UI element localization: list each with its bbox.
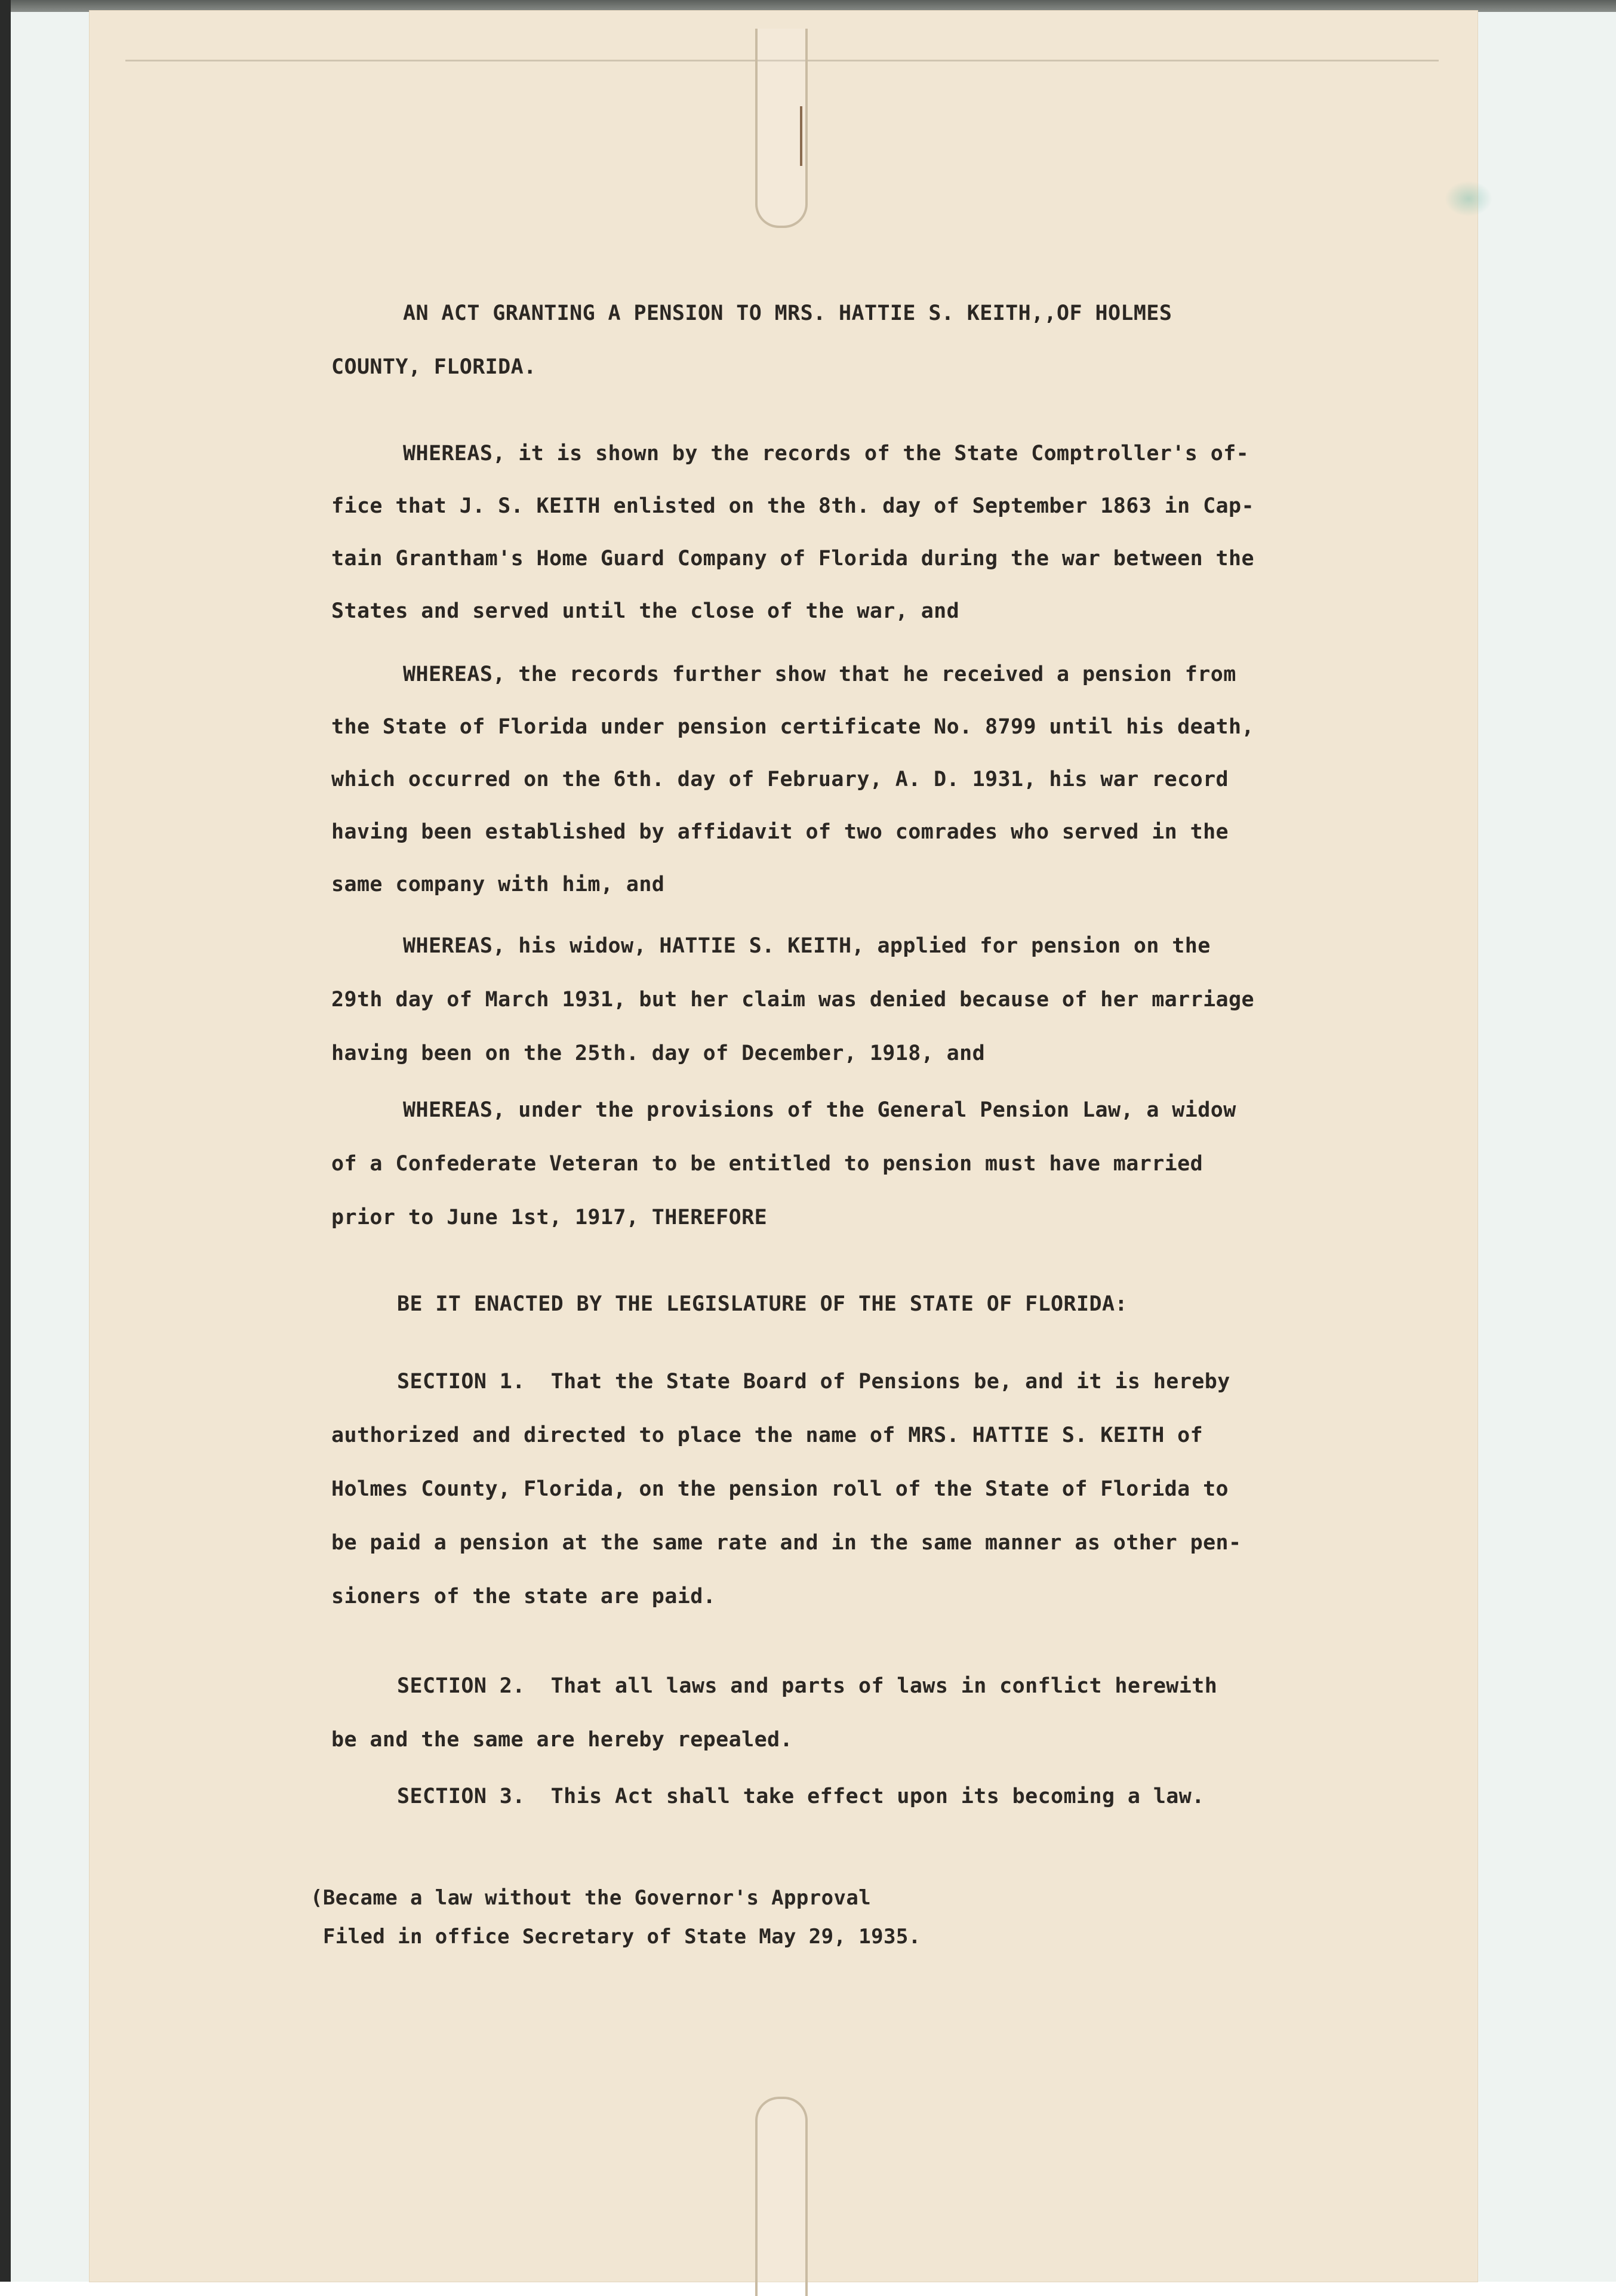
whereas-1-line-3: tain Grantham's Home Guard Company of Florida during the war between the [331, 547, 1254, 571]
section-1-line-3: Holmes County, Florida, on the pension roll of the State of Florida to [331, 1477, 1229, 1501]
act-title-line-2: COUNTY, FLORIDA. [331, 355, 537, 379]
whereas-4-line-3: prior to June 1st, 1917, THEREFORE [331, 1206, 768, 1229]
ink-smudge [1445, 181, 1492, 217]
whereas-2-line-1: WHEREAS, the records further show that he received a pension from [403, 662, 1236, 686]
whereas-4-line-2: of a Confederate Veteran to be entitled to pension must have married [331, 1152, 1203, 1176]
note-line-1: (Became a law without the Governor's Approval [310, 1886, 872, 1910]
staple-mark-bottom [755, 2097, 808, 2296]
whereas-1-line-4: States and served until the close of the war, and [331, 599, 960, 623]
tear-mark [800, 106, 802, 166]
section-1-line-2: authorized and directed to place the name of MRS. HATTIE S. KEITH of [331, 1423, 1203, 1447]
section-1-line-5: sioners of the state are paid. [331, 1585, 716, 1608]
whereas-3-line-3: having been on the 25th. day of December, 1918, and [331, 1041, 986, 1065]
scan-left-edge [0, 0, 11, 2282]
enacting-clause: BE IT ENACTED BY THE LEGISLATURE OF THE STATE OF FLORIDA: [397, 1292, 1128, 1316]
whereas-2-line-3: which occurred on the 6th. day of February, A. D. 1931, his war record [331, 768, 1229, 791]
scan-top-edge [11, 0, 1616, 12]
whereas-3-line-2: 29th day of March 1931, but her claim was denied because of her marriage [331, 988, 1254, 1012]
whereas-2-line-2: the State of Florida under pension certificate No. 8799 until his death, [331, 715, 1254, 739]
whereas-4-line-1: WHEREAS, under the provisions of the General Pension Law, a widow [403, 1098, 1236, 1122]
act-title-line-1: AN ACT GRANTING A PENSION TO MRS. HATTIE S. KEITH,,OF HOLMES [403, 301, 1172, 325]
whereas-1-line-1: WHEREAS, it is shown by the records of the State Comptroller's of- [403, 442, 1249, 466]
whereas-2-line-5: same company with him, and [331, 873, 665, 896]
whereas-1-line-2: fice that J. S. KEITH enlisted on the 8th. day of September 1863 in Cap- [331, 494, 1254, 518]
section-1-line-1: SECTION 1. That the State Board of Pensions be, and it is hereby [397, 1370, 1230, 1394]
section-2-line-1: SECTION 2. That all laws and parts of laws in conflict herewith [397, 1674, 1218, 1698]
section-2-line-2: be and the same are hereby repealed. [331, 1728, 793, 1752]
whereas-3-line-1: WHEREAS, his widow, HATTIE S. KEITH, applied for pension on the [403, 934, 1211, 958]
section-3: SECTION 3. This Act shall take effect upon its becoming a law. [397, 1785, 1205, 1808]
whereas-2-line-4: having been established by affidavit of two comrades who served in the [331, 820, 1229, 844]
section-1-line-4: be paid a pension at the same rate and in the same manner as other pen- [331, 1531, 1242, 1555]
note-line-2: Filed in office Secretary of State May 29, 1935. [310, 1925, 921, 1949]
